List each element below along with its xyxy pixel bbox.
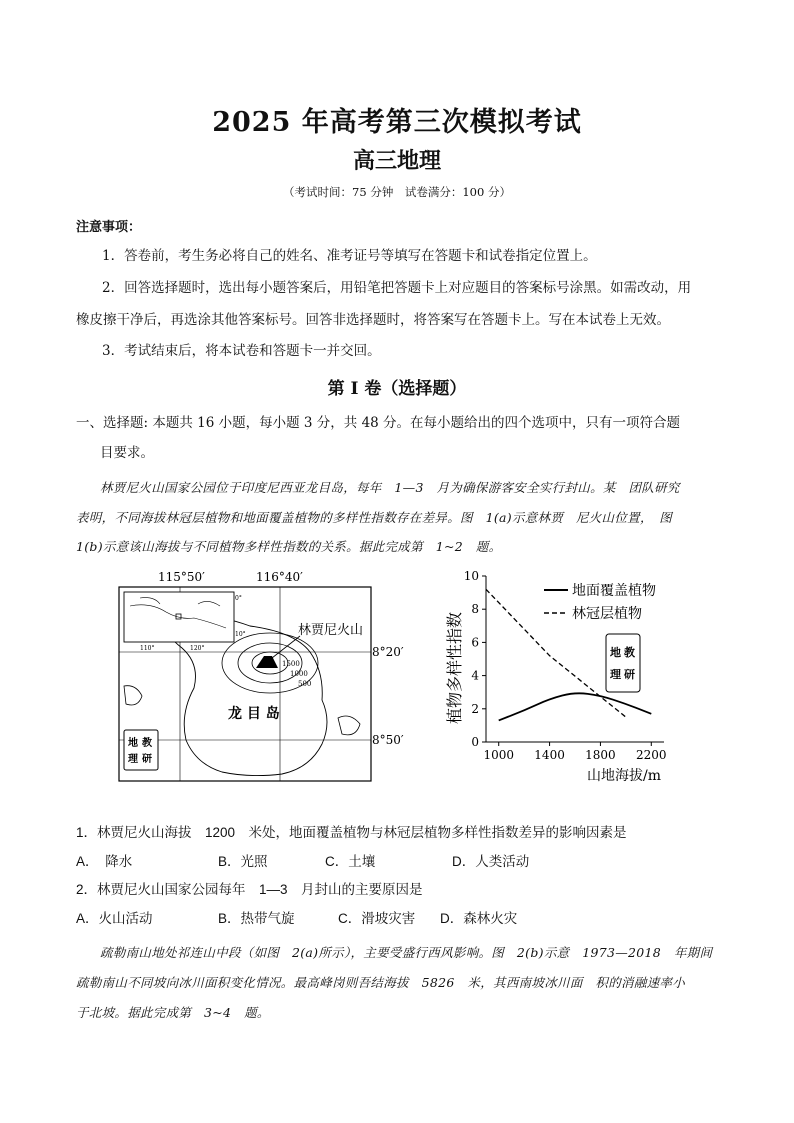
notice-item-1: 1．答卷前，考生务必将自己的姓名、准考证号等填写在答题卡和试卷指定位置上。 [102, 248, 597, 264]
passage2-line1: 疏勒南山地处祁连山中段（如图 2(a)所示），主要受盛行西风影响。图 2(b)示意 1973—2018 年期间 [100, 945, 713, 960]
chart-xlabel: 山地海拔/m [587, 768, 661, 784]
map-lat-top: 8°20′ [372, 645, 404, 659]
watermark-stamp [606, 634, 640, 692]
chart-x-tick-label: 1800 [585, 748, 616, 762]
passage1-line1: 林贾尼火山国家公园位于印度尼西亚龙目岛，每年 1—3 月为确保游客安全实行封山。某 团队研究 [100, 480, 680, 495]
section-intro-cont: 目要求。 [100, 445, 154, 461]
exam-title: 2025 年高考第三次模拟考试 [212, 107, 582, 138]
q2-option-a[interactable]: A．火山活动 [76, 911, 153, 926]
chart-x-tick-label: 2200 [636, 748, 667, 762]
contour-label: 1500 [282, 660, 300, 668]
chart-y-tick-label: 4 [471, 668, 479, 683]
q2-option-d[interactable]: D．森林火灾 [440, 911, 518, 926]
legend-entry-ground: 地面覆盖植物 [572, 583, 656, 599]
chart-x-tick-label: 1000 [483, 748, 514, 762]
inset-lat-label: 10° [235, 631, 246, 638]
question-2: 2．林贾尼火山国家公园每年 1—3 月封山的主要原因是 [76, 882, 423, 897]
exam-info: （考试时间：75 分钟 试卷满分：100 分） [283, 185, 511, 199]
question-1: 1．林贾尼火山海拔 1200 米处，地面覆盖植物与林冠层植物多样性指数差异的影响因素是 [76, 825, 627, 840]
q1-option-b[interactable]: B．光照 [218, 854, 268, 869]
chart-y-tick-label: 10 [463, 569, 479, 583]
series-line-ground-cover [499, 693, 652, 720]
watermark-char: 理 [610, 668, 621, 681]
watermark-char: 理 [128, 754, 138, 765]
section-title: 第 I 卷（选择题） [327, 379, 467, 399]
contour-label: 500 [298, 680, 312, 688]
passage1-line3: 1(b)示意该山海拔与不同植物多样性指数的关系。据此完成第 1~2 题。 [76, 539, 502, 554]
passage1-line2: 表明，不同海拔林冠层植物和地面覆盖植物的多样性指数存在差异。图 1(a)示意林贾 尼火山位置， 图 [76, 510, 673, 525]
chart-y-tick-label: 6 [471, 635, 479, 650]
q2-option-b[interactable]: B．热带气旋 [218, 911, 295, 926]
figure-1a-map [110, 568, 404, 790]
chart-ylabel: 植物多样性指数 [445, 611, 464, 725]
map-lon-left: 115°50′ [158, 570, 205, 584]
watermark-char: 地 [610, 646, 621, 659]
notice-heading: 注意事项： [76, 220, 142, 235]
section-intro: 一、选择题: 本题共 16 小题，每小题 3 分，共 48 分。在每小题给出的四个选项中，只有一项符合题 [76, 415, 681, 431]
q1-option-a[interactable]: A． 降水 [76, 854, 133, 869]
contour-label: 1000 [290, 670, 308, 678]
chart-y-tick-label: 0 [471, 735, 479, 749]
notice-item-3: 3．考试结束后，将本试卷和答题卡一并交回。 [102, 343, 381, 359]
watermark-char: 教 [142, 738, 152, 749]
map-lon-right: 116°40′ [256, 570, 303, 584]
inset-lon-label: 120° [190, 645, 205, 652]
legend-entry-canopy: 林冠层植物 [572, 606, 642, 622]
subject-title: 高三地理 [352, 148, 441, 174]
map-lat-bottom: 8°50′ [372, 733, 404, 747]
chart-y-tick-label: 8 [471, 602, 479, 617]
volcano-label: 林贾尼火山 [298, 623, 364, 638]
figure-1b-chart [440, 568, 690, 788]
watermark-char: 地 [128, 738, 138, 749]
passage2-line3: 于北坡。据此完成第 3~4 题。 [76, 1005, 270, 1020]
inset-lat-label: 0° [235, 595, 242, 602]
notice-item-2-cont: 橡皮擦干净后，再选涂其他答案标号。回答非选择题时，将答案写在答题卡上。写在本试卷上无效。 [76, 312, 670, 328]
q1-option-d[interactable]: D．人类活动 [452, 854, 530, 869]
watermark-char: 研 [624, 668, 635, 681]
inset-lon-label: 110° [140, 645, 155, 652]
chart-y-tick-label: 2 [471, 701, 479, 716]
chart-x-tick-label: 1400 [534, 748, 565, 762]
watermark-char: 教 [624, 646, 635, 659]
watermark-char: 研 [142, 754, 152, 765]
notice-item-2: 2．回答选择题时，选出每小题答案后，用铅笔把答题卡上对应题目的答案标号涂黑。如需改动，用 [102, 280, 692, 296]
q1-option-c[interactable]: C．土壤 [325, 854, 376, 869]
q2-option-c[interactable]: C．滑坡灾害 [338, 911, 416, 926]
island-label: 龙 目 岛 [228, 706, 280, 722]
passage2-line2: 疏勒南山不同坡向冰川面积变化情况。最高峰岗则吾结海拔 5826 米，其西南坡冰川面 积的消融速率小 [76, 975, 686, 990]
